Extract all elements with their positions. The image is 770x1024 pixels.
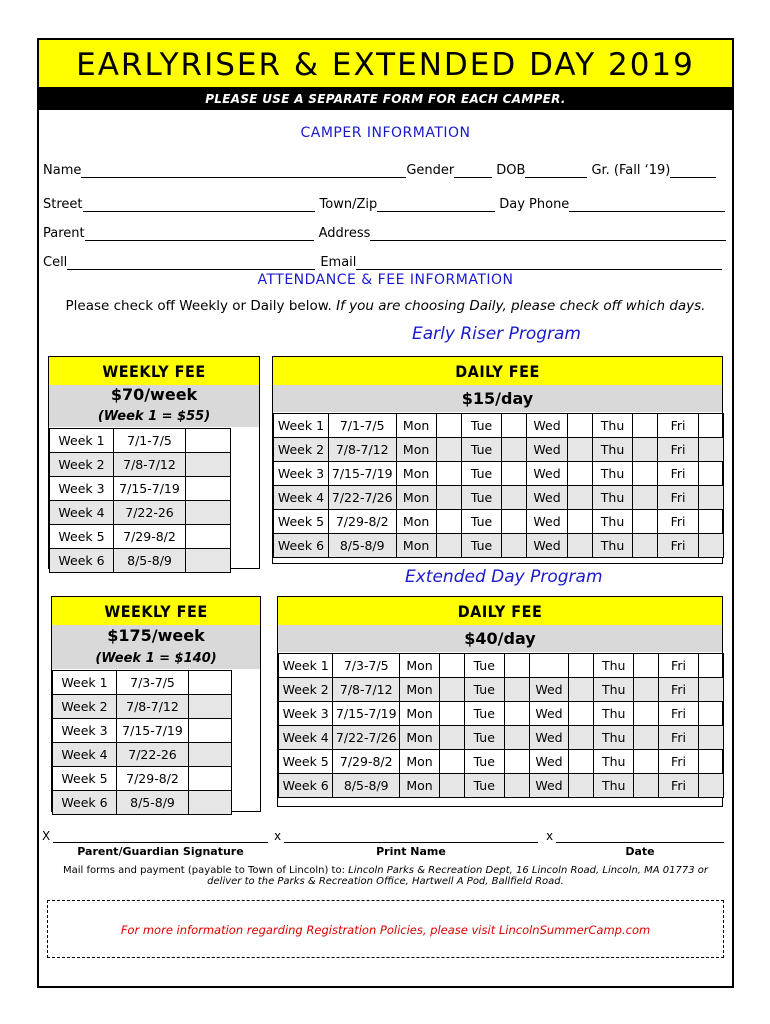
mon-checkbox[interactable] xyxy=(436,438,461,462)
dates-cell: 7/8-7/12 xyxy=(117,695,189,719)
email-field[interactable] xyxy=(356,256,722,270)
mon-label: Mon xyxy=(396,462,436,486)
fri-label: Fri xyxy=(659,654,699,678)
week-cell: Week 5 xyxy=(50,525,114,549)
wed-label: Wed xyxy=(527,510,567,534)
cell-row xyxy=(43,255,722,270)
thu-label: Thu xyxy=(594,702,634,726)
mon-checkbox[interactable] xyxy=(439,750,464,774)
thu-label: Thu xyxy=(592,486,632,510)
thu-checkbox[interactable] xyxy=(633,414,658,438)
extended-weekly-title: WEEKLY FEE xyxy=(52,597,260,625)
fri-checkbox[interactable] xyxy=(698,678,723,702)
fri-label: Fri xyxy=(658,486,698,510)
parent-row xyxy=(43,226,726,241)
tue-checkbox[interactable] xyxy=(504,774,529,798)
thu-label: Thu xyxy=(594,774,634,798)
wed-label xyxy=(529,654,569,678)
week-checkbox[interactable] xyxy=(186,525,231,549)
early-daily-row xyxy=(274,534,724,558)
street-row xyxy=(43,197,725,212)
fri-label: Fri xyxy=(659,774,699,798)
thu-label: Thu xyxy=(594,678,634,702)
week-cell: Week 1 xyxy=(50,429,114,453)
mail-instructions xyxy=(39,865,732,887)
tue-label: Tue xyxy=(464,774,504,798)
tue-checkbox[interactable] xyxy=(502,534,527,558)
thu-label: Thu xyxy=(592,414,632,438)
week-cell: Week 1 xyxy=(274,414,329,438)
extended-daily-row xyxy=(279,774,724,798)
extended-daily-row xyxy=(279,726,724,750)
thu-label: Thu xyxy=(592,534,632,558)
thu-label: Thu xyxy=(592,438,632,462)
wed-label: Wed xyxy=(529,678,569,702)
form-title: EARLYRISER & EXTENDED DAY 2019 xyxy=(39,40,732,88)
thu-checkbox[interactable] xyxy=(634,750,659,774)
dates-cell: 8/5-8/9 xyxy=(328,534,396,558)
wed-checkbox[interactable] xyxy=(569,750,594,774)
tue-label: Tue xyxy=(462,486,502,510)
dates-cell: 7/3-7/5 xyxy=(333,654,400,678)
dates-cell: 7/22-26 xyxy=(114,501,186,525)
early-weekly-title: WEEKLY FEE xyxy=(49,357,259,385)
early-daily-title: DAILY FEE xyxy=(273,357,722,385)
week-cell: Week 2 xyxy=(50,453,114,477)
thu-label: Thu xyxy=(594,726,634,750)
signature-label: Parent/Guardian Signature xyxy=(77,845,244,858)
tue-label: Tue xyxy=(464,750,504,774)
dob-label: DOB xyxy=(496,163,526,178)
extended-weekly-box xyxy=(51,596,261,812)
instructions-italic: If you are choosing Daily, please check off which days. xyxy=(336,298,706,314)
parent-field[interactable] xyxy=(85,227,314,241)
week-cell: Week 2 xyxy=(274,438,329,462)
week-cell: Week 5 xyxy=(274,510,329,534)
mon-label: Mon xyxy=(396,534,436,558)
fri-checkbox[interactable] xyxy=(698,702,723,726)
mon-label: Mon xyxy=(396,486,436,510)
early-program-heading: Early Riser Program xyxy=(412,324,581,344)
extended-daily-row xyxy=(279,654,724,678)
tue-label: Tue xyxy=(462,534,502,558)
thu-label: Thu xyxy=(594,750,634,774)
week-checkbox[interactable] xyxy=(186,549,231,573)
wed-checkbox[interactable] xyxy=(567,510,592,534)
dates-cell: 7/3-7/5 xyxy=(117,671,189,695)
dates-cell: 8/5-8/9 xyxy=(114,549,186,573)
town-field[interactable] xyxy=(377,198,495,212)
tue-checkbox[interactable] xyxy=(504,726,529,750)
wed-checkbox[interactable] xyxy=(569,726,594,750)
mon-label: Mon xyxy=(400,678,440,702)
dates-cell: 7/8-7/12 xyxy=(328,438,396,462)
cell-field[interactable] xyxy=(67,256,315,270)
thu-label: Thu xyxy=(592,462,632,486)
registration-form xyxy=(37,38,734,988)
thu-checkbox[interactable] xyxy=(634,654,659,678)
early-daily-row xyxy=(274,438,724,462)
early-weekly-note: (Week 1 = $55) xyxy=(49,407,259,427)
mon-label: Mon xyxy=(396,510,436,534)
dates-cell: 7/22-26 xyxy=(117,743,189,767)
tue-label: Tue xyxy=(462,414,502,438)
week-checkbox[interactable] xyxy=(189,671,232,695)
thu-checkbox[interactable] xyxy=(634,774,659,798)
mon-label: Mon xyxy=(400,726,440,750)
street-field[interactable] xyxy=(83,198,315,212)
fri-label: Fri xyxy=(659,702,699,726)
name-row xyxy=(43,163,716,178)
mon-label: Mon xyxy=(400,702,440,726)
extended-program-heading: Extended Day Program xyxy=(405,567,603,587)
early-weekly-row xyxy=(50,429,231,453)
early-weekly-row xyxy=(50,525,231,549)
fri-label: Fri xyxy=(659,678,699,702)
wed-checkbox[interactable] xyxy=(567,414,592,438)
mail-plain: Mail forms and payment (payable to Town of Lincoln) to: xyxy=(62,865,345,876)
week-cell: Week 3 xyxy=(274,462,329,486)
extended-weekly-note: (Week 1 = $140) xyxy=(52,649,260,669)
early-daily-row xyxy=(274,510,724,534)
signature-mark: X xyxy=(42,829,51,843)
week-checkbox[interactable] xyxy=(189,719,232,743)
tue-label: Tue xyxy=(462,438,502,462)
week-cell: Week 6 xyxy=(50,549,114,573)
mon-checkbox[interactable] xyxy=(436,486,461,510)
wed-checkbox[interactable] xyxy=(567,486,592,510)
dates-cell: 7/22-7/26 xyxy=(328,486,396,510)
fri-label: Fri xyxy=(659,726,699,750)
dates-cell: 8/5-8/9 xyxy=(117,791,189,815)
tue-checkbox[interactable] xyxy=(504,750,529,774)
early-weekly-row xyxy=(50,549,231,573)
tue-label: Tue xyxy=(462,462,502,486)
print-name-line[interactable] xyxy=(284,842,538,843)
grade-label: Gr. (Fall ‘19) xyxy=(591,163,671,178)
week-cell: Week 1 xyxy=(53,671,117,695)
extended-daily-price: $40/day xyxy=(278,625,722,652)
thu-checkbox[interactable] xyxy=(633,438,658,462)
fri-checkbox[interactable] xyxy=(698,462,723,486)
wed-label: Wed xyxy=(529,774,569,798)
wed-label: Wed xyxy=(529,726,569,750)
early-daily-price: $15/day xyxy=(273,385,722,412)
date-label: Date xyxy=(625,845,655,858)
extended-daily-row xyxy=(279,702,724,726)
week-checkbox[interactable] xyxy=(186,453,231,477)
extended-weekly-table xyxy=(52,670,232,815)
early-weekly-row xyxy=(50,501,231,525)
tue-label: Tue xyxy=(464,702,504,726)
week-cell: Week 4 xyxy=(53,743,117,767)
extended-daily-row xyxy=(279,750,724,774)
fri-label: Fri xyxy=(658,510,698,534)
dates-cell: 7/8-7/12 xyxy=(114,453,186,477)
print-name-mark: x xyxy=(274,829,282,843)
week-checkbox[interactable] xyxy=(189,695,232,719)
fri-checkbox[interactable] xyxy=(698,726,723,750)
tue-checkbox[interactable] xyxy=(502,438,527,462)
week-checkbox[interactable] xyxy=(186,477,231,501)
mon-checkbox[interactable] xyxy=(436,414,461,438)
form-subtitle: PLEASE USE A SEPARATE FORM FOR EACH CAMPER. xyxy=(39,88,732,110)
fri-label: Fri xyxy=(658,414,698,438)
early-weekly-row xyxy=(50,453,231,477)
extended-weekly-row xyxy=(53,695,232,719)
grade-field[interactable] xyxy=(670,164,716,178)
mon-label: Mon xyxy=(400,654,440,678)
address-field[interactable] xyxy=(370,227,726,241)
fri-checkbox[interactable] xyxy=(698,438,723,462)
gender-field[interactable] xyxy=(454,164,492,178)
day-phone-label: Day Phone xyxy=(499,197,570,212)
week-cell: Week 3 xyxy=(279,702,333,726)
week-cell: Week 4 xyxy=(279,726,333,750)
wed-checkbox[interactable] xyxy=(569,774,594,798)
street-label: Street xyxy=(43,197,83,212)
info-note[interactable]: For more information regarding Registration Policies, please visit LincolnSummerCamp.com xyxy=(120,923,651,937)
tue-label: Tue xyxy=(464,678,504,702)
dates-cell: 7/22-7/26 xyxy=(333,726,400,750)
tue-checkbox[interactable] xyxy=(504,678,529,702)
tue-checkbox[interactable] xyxy=(502,414,527,438)
wed-label: Wed xyxy=(527,414,567,438)
mon-checkbox[interactable] xyxy=(436,462,461,486)
mon-label: Mon xyxy=(396,438,436,462)
thu-checkbox[interactable] xyxy=(633,510,658,534)
fri-checkbox[interactable] xyxy=(698,774,723,798)
week-checkbox[interactable] xyxy=(189,743,232,767)
dates-cell: 7/8-7/12 xyxy=(333,678,400,702)
mail-deliver: deliver to the Parks & Recreation Office, Hartwell A Pod, Ballfield Road. xyxy=(207,876,564,887)
mon-checkbox[interactable] xyxy=(439,702,464,726)
week-checkbox[interactable] xyxy=(186,501,231,525)
extended-weekly-row xyxy=(53,719,232,743)
week-cell: Week 2 xyxy=(279,678,333,702)
email-label: Email xyxy=(320,255,357,270)
wed-label: Wed xyxy=(527,486,567,510)
wed-checkbox[interactable] xyxy=(567,438,592,462)
week-cell: Week 5 xyxy=(53,767,117,791)
thu-checkbox[interactable] xyxy=(633,462,658,486)
early-daily-row xyxy=(274,486,724,510)
mon-checkbox[interactable] xyxy=(436,510,461,534)
tue-checkbox[interactable] xyxy=(502,510,527,534)
dates-cell: 7/29-8/2 xyxy=(328,510,396,534)
thu-checkbox[interactable] xyxy=(634,702,659,726)
dates-cell: 7/15-7/19 xyxy=(114,477,186,501)
fri-label: Fri xyxy=(659,750,699,774)
attendance-heading: ATTENDANCE & FEE INFORMATION xyxy=(257,272,514,288)
extended-daily-title: DAILY FEE xyxy=(278,597,722,625)
week-cell: Week 6 xyxy=(279,774,333,798)
instructions xyxy=(39,298,732,314)
dates-cell: 7/1-7/5 xyxy=(328,414,396,438)
early-daily-table xyxy=(273,413,724,558)
signature-line[interactable] xyxy=(53,842,268,843)
name-field[interactable] xyxy=(81,164,406,178)
tue-label: Tue xyxy=(462,510,502,534)
mon-label: Mon xyxy=(396,414,436,438)
address-label: Address xyxy=(318,226,371,241)
fri-checkbox[interactable] xyxy=(698,486,723,510)
print-name-label: Print Name xyxy=(376,845,446,858)
week-cell: Week 2 xyxy=(53,695,117,719)
early-weekly-row xyxy=(50,477,231,501)
fri-checkbox[interactable] xyxy=(698,534,723,558)
early-daily-row xyxy=(274,462,724,486)
week-checkbox[interactable] xyxy=(189,791,232,815)
early-weekly-table xyxy=(49,428,231,573)
dob-field[interactable] xyxy=(525,164,587,178)
tue-checkbox[interactable] xyxy=(502,486,527,510)
mon-checkbox[interactable] xyxy=(436,534,461,558)
wed-label: Wed xyxy=(529,750,569,774)
date-mark: x xyxy=(546,829,554,843)
camper-info-heading: CAMPER INFORMATION xyxy=(300,125,471,141)
dates-cell: 7/29-8/2 xyxy=(117,767,189,791)
wed-label: Wed xyxy=(527,462,567,486)
thu-checkbox[interactable] xyxy=(634,726,659,750)
gender-label: Gender xyxy=(406,163,455,178)
mon-label: Mon xyxy=(400,750,440,774)
extended-daily-row xyxy=(279,678,724,702)
fri-checkbox[interactable] xyxy=(698,414,723,438)
instructions-plain: Please check off Weekly or Daily below. xyxy=(65,298,332,314)
wed-checkbox[interactable] xyxy=(569,678,594,702)
thu-label: Thu xyxy=(594,654,634,678)
fri-label: Fri xyxy=(658,462,698,486)
wed-checkbox[interactable] xyxy=(567,534,592,558)
dates-cell: 7/29-8/2 xyxy=(333,750,400,774)
dates-cell: 7/15-7/19 xyxy=(328,462,396,486)
wed-checkbox[interactable] xyxy=(567,462,592,486)
wed-label: Wed xyxy=(529,702,569,726)
wed-checkbox[interactable] xyxy=(569,654,594,678)
early-weekly-box xyxy=(48,356,260,569)
info-box xyxy=(47,900,724,958)
week-cell: Week 3 xyxy=(50,477,114,501)
mon-checkbox[interactable] xyxy=(439,654,464,678)
fri-checkbox[interactable] xyxy=(698,654,723,678)
thu-checkbox[interactable] xyxy=(633,486,658,510)
tue-checkbox[interactable] xyxy=(502,462,527,486)
wed-checkbox[interactable] xyxy=(569,702,594,726)
week-checkbox[interactable] xyxy=(189,767,232,791)
dates-cell: 7/15-7/19 xyxy=(333,702,400,726)
extended-weekly-row xyxy=(53,671,232,695)
mon-checkbox[interactable] xyxy=(439,726,464,750)
fri-label: Fri xyxy=(658,534,698,558)
dates-cell: 7/1-7/5 xyxy=(114,429,186,453)
week-cell: Week 6 xyxy=(274,534,329,558)
extended-weekly-row xyxy=(53,791,232,815)
tue-label: Tue xyxy=(464,726,504,750)
extended-daily-table xyxy=(278,653,724,798)
thu-label: Thu xyxy=(592,510,632,534)
parent-label: Parent xyxy=(43,226,85,241)
week-cell: Week 1 xyxy=(279,654,333,678)
week-cell: Week 5 xyxy=(279,750,333,774)
tue-label: Tue xyxy=(464,654,504,678)
thu-checkbox[interactable] xyxy=(633,534,658,558)
fri-checkbox[interactable] xyxy=(698,750,723,774)
dates-cell: 8/5-8/9 xyxy=(333,774,400,798)
name-label: Name xyxy=(43,163,82,178)
dates-cell: 7/29-8/2 xyxy=(114,525,186,549)
mail-address: Lincoln Parks & Recreation Dept, 16 Lincoln Road, Lincoln, MA 01773 or xyxy=(348,865,709,876)
early-weekly-price: $70/week xyxy=(49,385,259,407)
mon-label: Mon xyxy=(400,774,440,798)
extended-weekly-row xyxy=(53,743,232,767)
week-cell: Week 4 xyxy=(50,501,114,525)
extended-weekly-row xyxy=(53,767,232,791)
early-daily-box xyxy=(272,356,723,564)
early-daily-row xyxy=(274,414,724,438)
tue-checkbox[interactable] xyxy=(504,702,529,726)
cell-label: Cell xyxy=(43,255,68,270)
week-cell: Week 4 xyxy=(274,486,329,510)
thu-checkbox[interactable] xyxy=(634,678,659,702)
extended-weekly-price: $175/week xyxy=(52,625,260,649)
date-line[interactable] xyxy=(556,842,724,843)
fri-label: Fri xyxy=(658,438,698,462)
mon-checkbox[interactable] xyxy=(439,774,464,798)
week-cell: Week 3 xyxy=(53,719,117,743)
week-checkbox[interactable] xyxy=(186,429,231,453)
dates-cell: 7/15-7/19 xyxy=(117,719,189,743)
tue-checkbox[interactable] xyxy=(504,654,529,678)
extended-daily-box xyxy=(277,596,723,807)
fri-checkbox[interactable] xyxy=(698,510,723,534)
mon-checkbox[interactable] xyxy=(439,678,464,702)
wed-label: Wed xyxy=(527,438,567,462)
wed-label: Wed xyxy=(527,534,567,558)
town-label: Town/Zip xyxy=(319,197,378,212)
week-cell: Week 6 xyxy=(53,791,117,815)
day-phone-field[interactable] xyxy=(569,198,725,212)
